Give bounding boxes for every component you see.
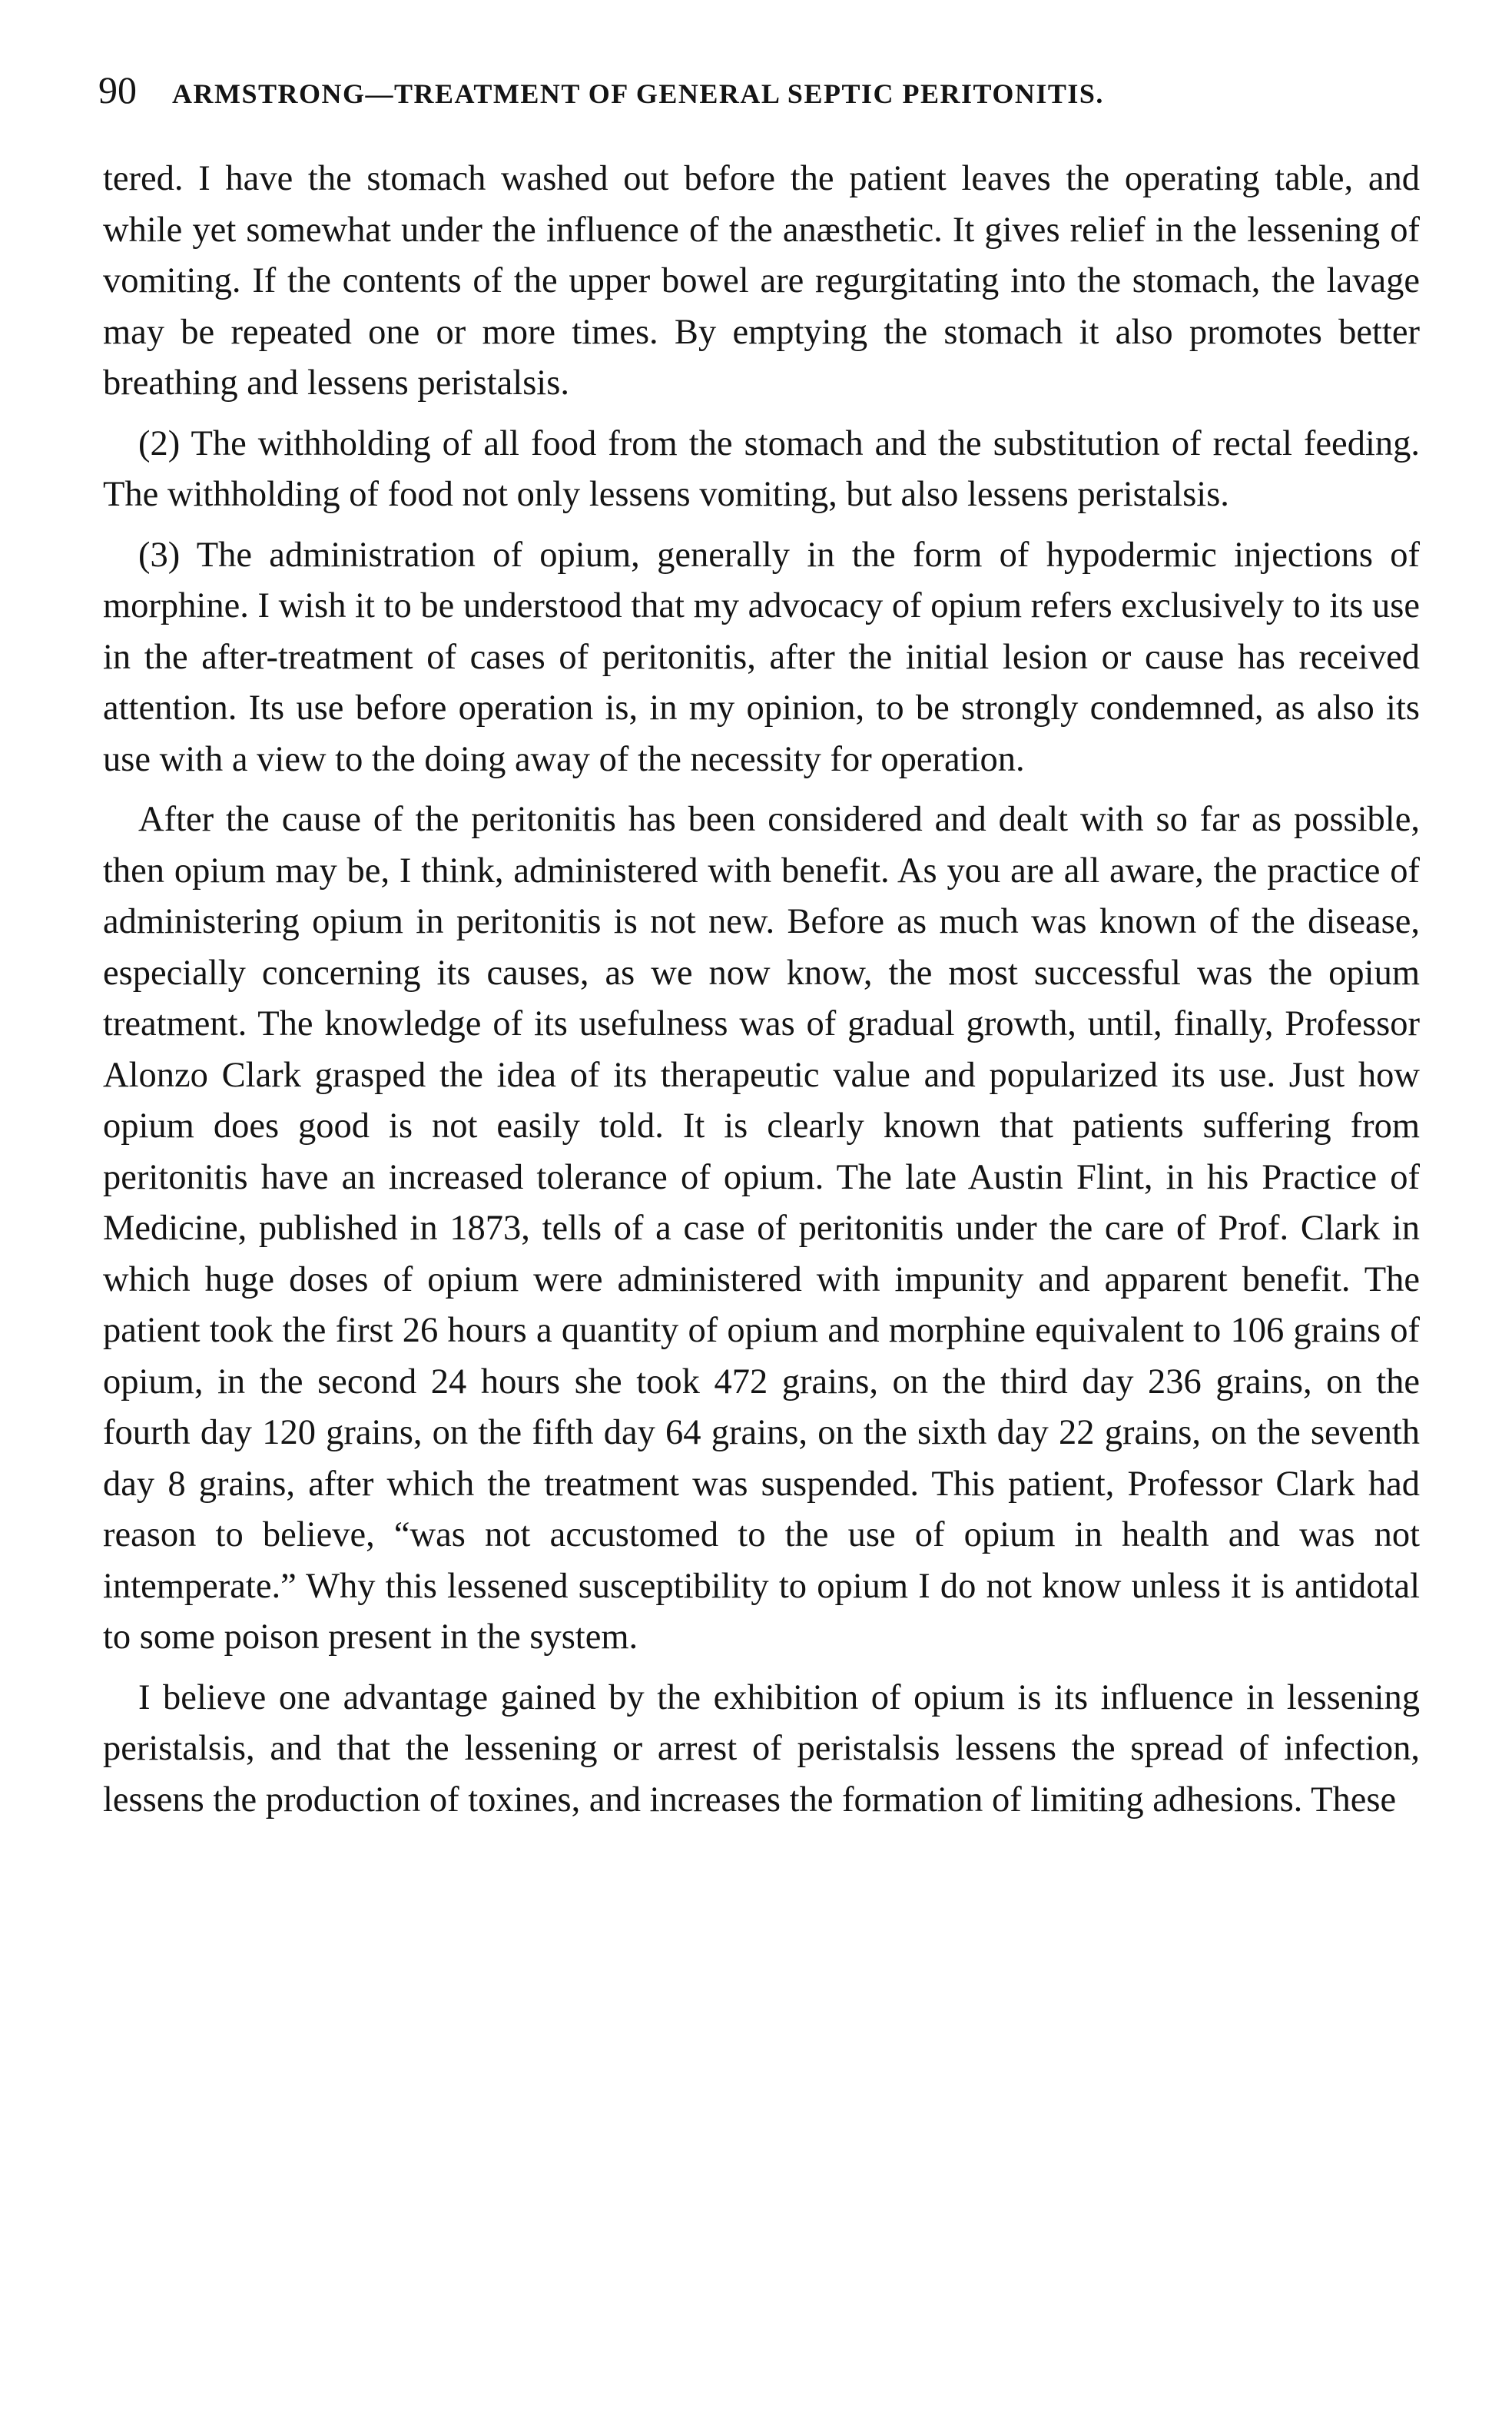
paragraph-item-2: (2) The withholding of all food from the stomach and the substitution of rectal feeding. The withholding of food not only lessens vomiting, but also lessens peristalsis.	[103, 423, 1420, 514]
paragraph-item-3: (3) The administration of opium, generally in the form of hypodermic injections of morphine. I wish it to be understood that my advocacy of opium refers exclusively to its use in the after-treatment of cases of peritonitis, after the initial lesion or cause has received attention. Its use before operation is, in my opinion, to be strongly condemned, as also its use with a view to the doing away of the necessity for operation.	[103, 535, 1420, 779]
paragraph-peristalsis: I believe one advantage gained by the exhibition of opium is its influence in lessening peristalsis, and that the lessening or arrest of peristalsis lessens the spread of infection, lessens the production of toxines, and increases the formation of limiting adhesions. These	[103, 1677, 1420, 1820]
paragraph-continued: tered. I have the stomach washed out before the patient leaves the operating table, and while yet somewhat under the influence of the anæsthetic. It gives relief in the lessening of vomiting. If the contents of the upper bowel are regurgitating into the stomach, the lavage may be repeated one or more times. By emptying the stomach it also promotes better breathing and lessens peristalsis.	[103, 159, 1420, 403]
page-number: 90	[98, 68, 137, 111]
body-text	[103, 154, 1420, 1835]
paragraph-opium-discussion: After the cause of the peritonitis has been considered and dealt with so far as possible, then opium may be, I think, administered with benefit. As you are all aware, the practice of administering opium in peritonitis is not new. Before as much was known of the disease, especially concerning its causes, as we now know, the most successful was the opium treatment. The knowledge of its usefulness was of gradual growth, until, finally, Professor Alonzo Clark grasped the idea of its therapeutic value and popularized its use. Just how opium does good is not easily told. It is clearly known that patients suffering from peritonitis have an increased tolerance of opium. The late Austin Flint, in his Practice of Medicine, published in 1873, tells of a case of peritonitis under the care of Prof. Clark in which huge doses of opium were administered with impunity and apparent benefit. The patient took the first 26 hours a quantity of opium and morphine equivalent to 106 grains of opium, in the second 24 hours she took 472 grains, on the third day 236 grains, on the fourth day 120 grains, on the fifth day 64 grains, on the sixth day 22 grains, on the seventh day 8 grains, after which the treatment was suspended. This patient, Professor Clark had reason to believe, “was not accustomed to the use of opium in health and was not intemperate.” Why this lessened susceptibility to opium I do not know unless it is antidotal to some poison present in the system.	[103, 800, 1420, 1657]
running-head: ARMSTRONG—TREATMENT OF GENERAL SEPTIC PERITONITIS.	[172, 78, 1104, 109]
page-header	[98, 68, 1420, 129]
